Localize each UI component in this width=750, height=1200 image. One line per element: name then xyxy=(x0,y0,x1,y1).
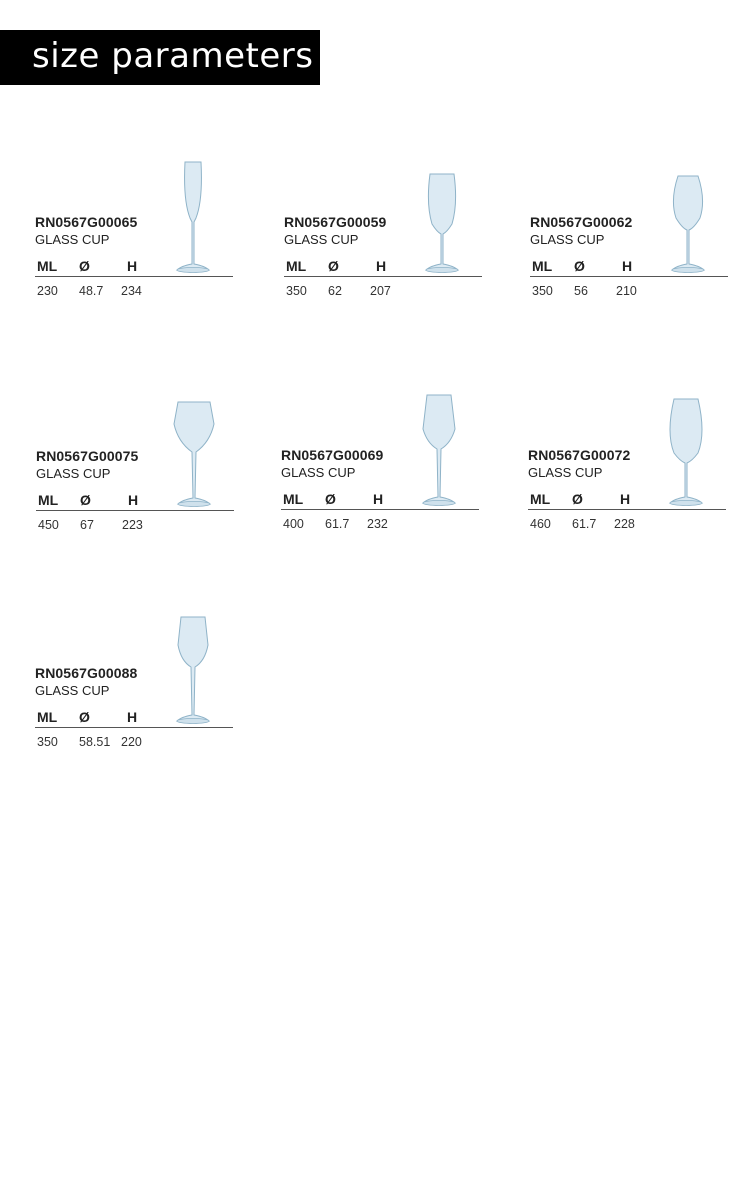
wine-glass-icon xyxy=(163,160,223,278)
value-diameter: 56 xyxy=(574,284,588,298)
header-ml: ML xyxy=(532,258,553,274)
header-ml: ML xyxy=(37,258,58,274)
product-card xyxy=(284,160,484,320)
wine-glass-icon xyxy=(412,160,472,278)
value-ml: 350 xyxy=(286,284,307,298)
header-height: H xyxy=(373,491,384,507)
value-ml: 230 xyxy=(37,284,58,298)
header-ml: ML xyxy=(37,709,58,725)
header-height: H xyxy=(620,491,631,507)
header-diameter: Ø xyxy=(79,258,90,274)
divider xyxy=(528,509,726,510)
product-name: GLASS CUP xyxy=(36,466,111,481)
product-name: GLASS CUP xyxy=(281,465,356,480)
page-title-banner xyxy=(0,30,320,85)
value-height: 207 xyxy=(370,284,391,298)
divider xyxy=(284,276,482,277)
wine-glass-icon xyxy=(409,393,469,511)
header-height: H xyxy=(622,258,633,274)
product-name: GLASS CUP xyxy=(35,232,110,247)
value-diameter: 67 xyxy=(80,518,94,532)
header-ml: ML xyxy=(530,491,551,507)
divider xyxy=(281,509,479,510)
product-code: RN0567G00075 xyxy=(36,448,139,464)
wine-glass-icon xyxy=(164,394,224,512)
header-diameter: Ø xyxy=(80,492,91,508)
product-name: GLASS CUP xyxy=(284,232,359,247)
value-height: 228 xyxy=(614,517,635,531)
product-code: RN0567G00065 xyxy=(35,214,138,230)
product-name: GLASS CUP xyxy=(35,683,110,698)
wine-glass-icon xyxy=(656,393,716,511)
value-diameter: 58.51 xyxy=(79,735,111,749)
value-ml: 350 xyxy=(532,284,553,298)
wine-glass-icon xyxy=(658,160,718,278)
value-height: 220 xyxy=(121,735,142,749)
product-code: RN0567G00069 xyxy=(281,447,384,463)
product-card xyxy=(36,394,236,554)
header-height: H xyxy=(128,492,139,508)
value-height: 210 xyxy=(616,284,637,298)
header-diameter: Ø xyxy=(328,258,339,274)
header-height: H xyxy=(127,258,138,274)
header-diameter: Ø xyxy=(325,491,336,507)
value-height: 232 xyxy=(367,517,388,531)
value-diameter: 61.7 xyxy=(572,517,597,531)
page-title: size parameters xyxy=(32,36,314,76)
product-card xyxy=(35,160,235,320)
product-card xyxy=(35,611,235,771)
value-ml: 450 xyxy=(38,518,59,532)
header-ml: ML xyxy=(283,491,304,507)
value-ml: 460 xyxy=(530,517,551,531)
header-ml: ML xyxy=(38,492,59,508)
wine-glass-icon xyxy=(163,611,223,729)
value-ml: 400 xyxy=(283,517,304,531)
divider xyxy=(35,727,233,728)
product-code: RN0567G00072 xyxy=(528,447,631,463)
product-name: GLASS CUP xyxy=(528,465,603,480)
product-code: RN0567G00059 xyxy=(284,214,387,230)
header-diameter: Ø xyxy=(79,709,90,725)
product-card xyxy=(530,160,730,320)
value-diameter: 62 xyxy=(328,284,342,298)
product-code: RN0567G00062 xyxy=(530,214,633,230)
header-ml: ML xyxy=(286,258,307,274)
value-ml: 350 xyxy=(37,735,58,749)
divider xyxy=(530,276,728,277)
header-diameter: Ø xyxy=(574,258,585,274)
value-diameter: 61.7 xyxy=(325,517,350,531)
header-diameter: Ø xyxy=(572,491,583,507)
value-height: 223 xyxy=(122,518,143,532)
divider xyxy=(35,276,233,277)
header-height: H xyxy=(376,258,387,274)
product-card xyxy=(528,393,728,553)
divider xyxy=(36,510,234,511)
product-code: RN0567G00088 xyxy=(35,665,138,681)
value-height: 234 xyxy=(121,284,142,298)
value-diameter: 48.7 xyxy=(79,284,104,298)
header-height: H xyxy=(127,709,138,725)
product-card xyxy=(281,393,481,553)
product-name: GLASS CUP xyxy=(530,232,605,247)
